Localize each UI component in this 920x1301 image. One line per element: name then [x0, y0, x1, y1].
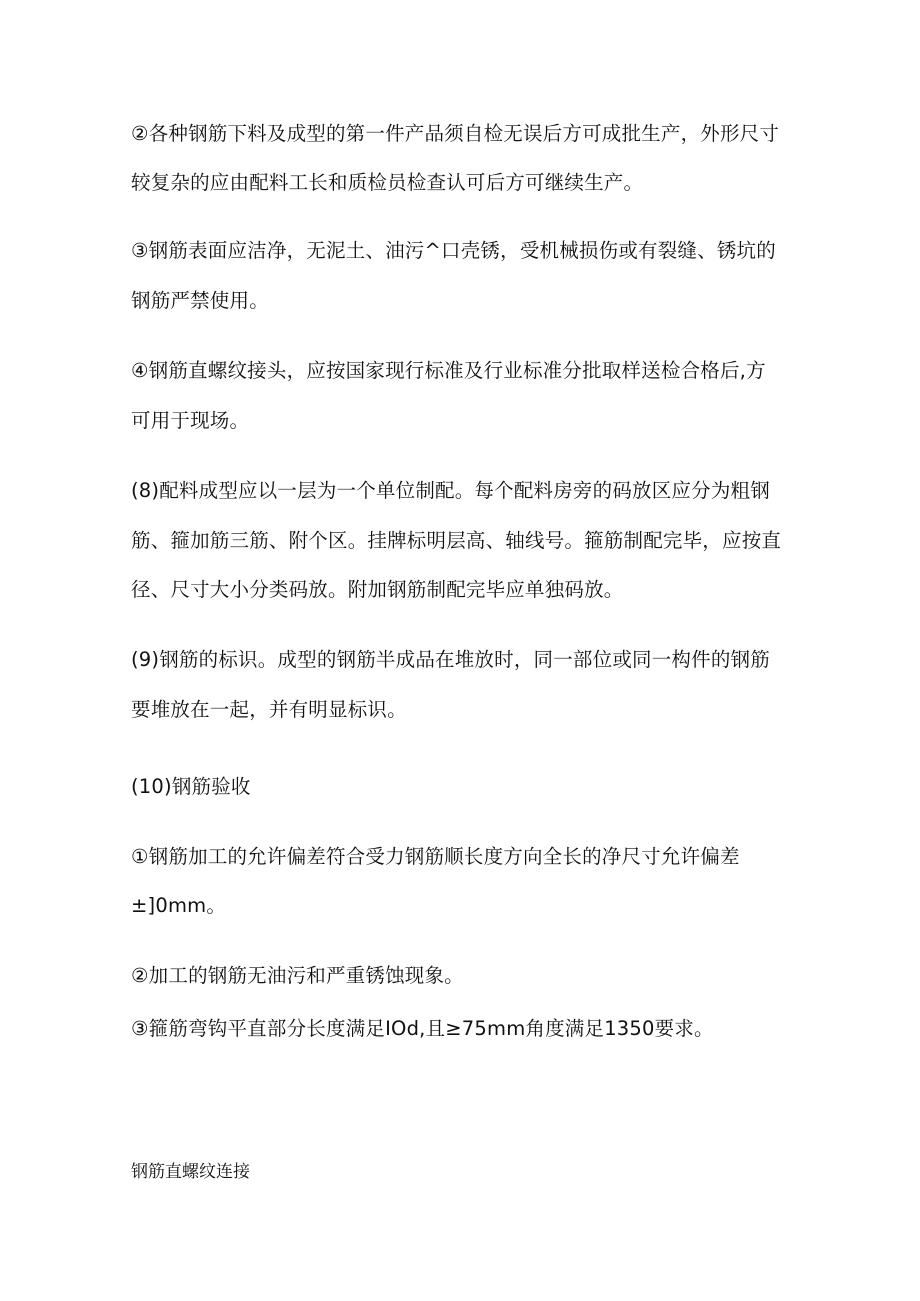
text-line: ±]0mm。 [131, 894, 227, 917]
text-line: 钢筋严禁使用。 [131, 289, 269, 312]
text-line: ③箍筋弯钩平直部分长度满足IOd,且≥75mm角度满足1350要求。 [131, 1017, 714, 1040]
text-line: ③钢筋表面应洁净，无泥土、油污^口壳锈，受机械损伤或有裂缝、锈坑的 [131, 239, 776, 262]
text-line: 可用于现场。 [131, 409, 250, 432]
figure-caption: 钢筋直螺纹连接 [131, 1162, 250, 1182]
text-line: 径、尺寸大小分类码放。附加钢筋制配完毕应单独码放。 [131, 578, 624, 601]
text-line: (8)配料成型应以一层为一个单位制配。每个配料房旁的码放区应分为粗钢 [131, 479, 770, 502]
text-line: ②加工的钢筋无油污和严重锈蚀现象。 [131, 964, 464, 987]
text-line: (9)钢筋的标识。成型的钢筋半成品在堆放时，同一部位或同一构件的钢筋 [131, 648, 770, 671]
text-line: ④钢筋直螺纹接头，应按国家现行标准及行业标准分批取样送检合格后,方 [131, 359, 766, 382]
text-line: 要堆放在一起，并有明显标识。 [131, 698, 407, 721]
text-line: 较复杂的应由配料工长和质检员检查认可后方可继续生产。 [131, 171, 644, 194]
section-heading: (10)钢筋验收 [131, 775, 251, 798]
text-line: 筋、箍加筋三筋、附个区。挂牌标明层高、轴线号。箍筋制配完毕，应按直 [131, 529, 782, 552]
text-line: ①钢筋加工的允许偏差符合受力钢筋顺长度方向全长的净尺寸允许偏差 [131, 845, 740, 868]
text-line: ②各种钢筋下料及成型的第一件产品须自检无误后方可成批生产，外形尺寸 [131, 122, 780, 145]
